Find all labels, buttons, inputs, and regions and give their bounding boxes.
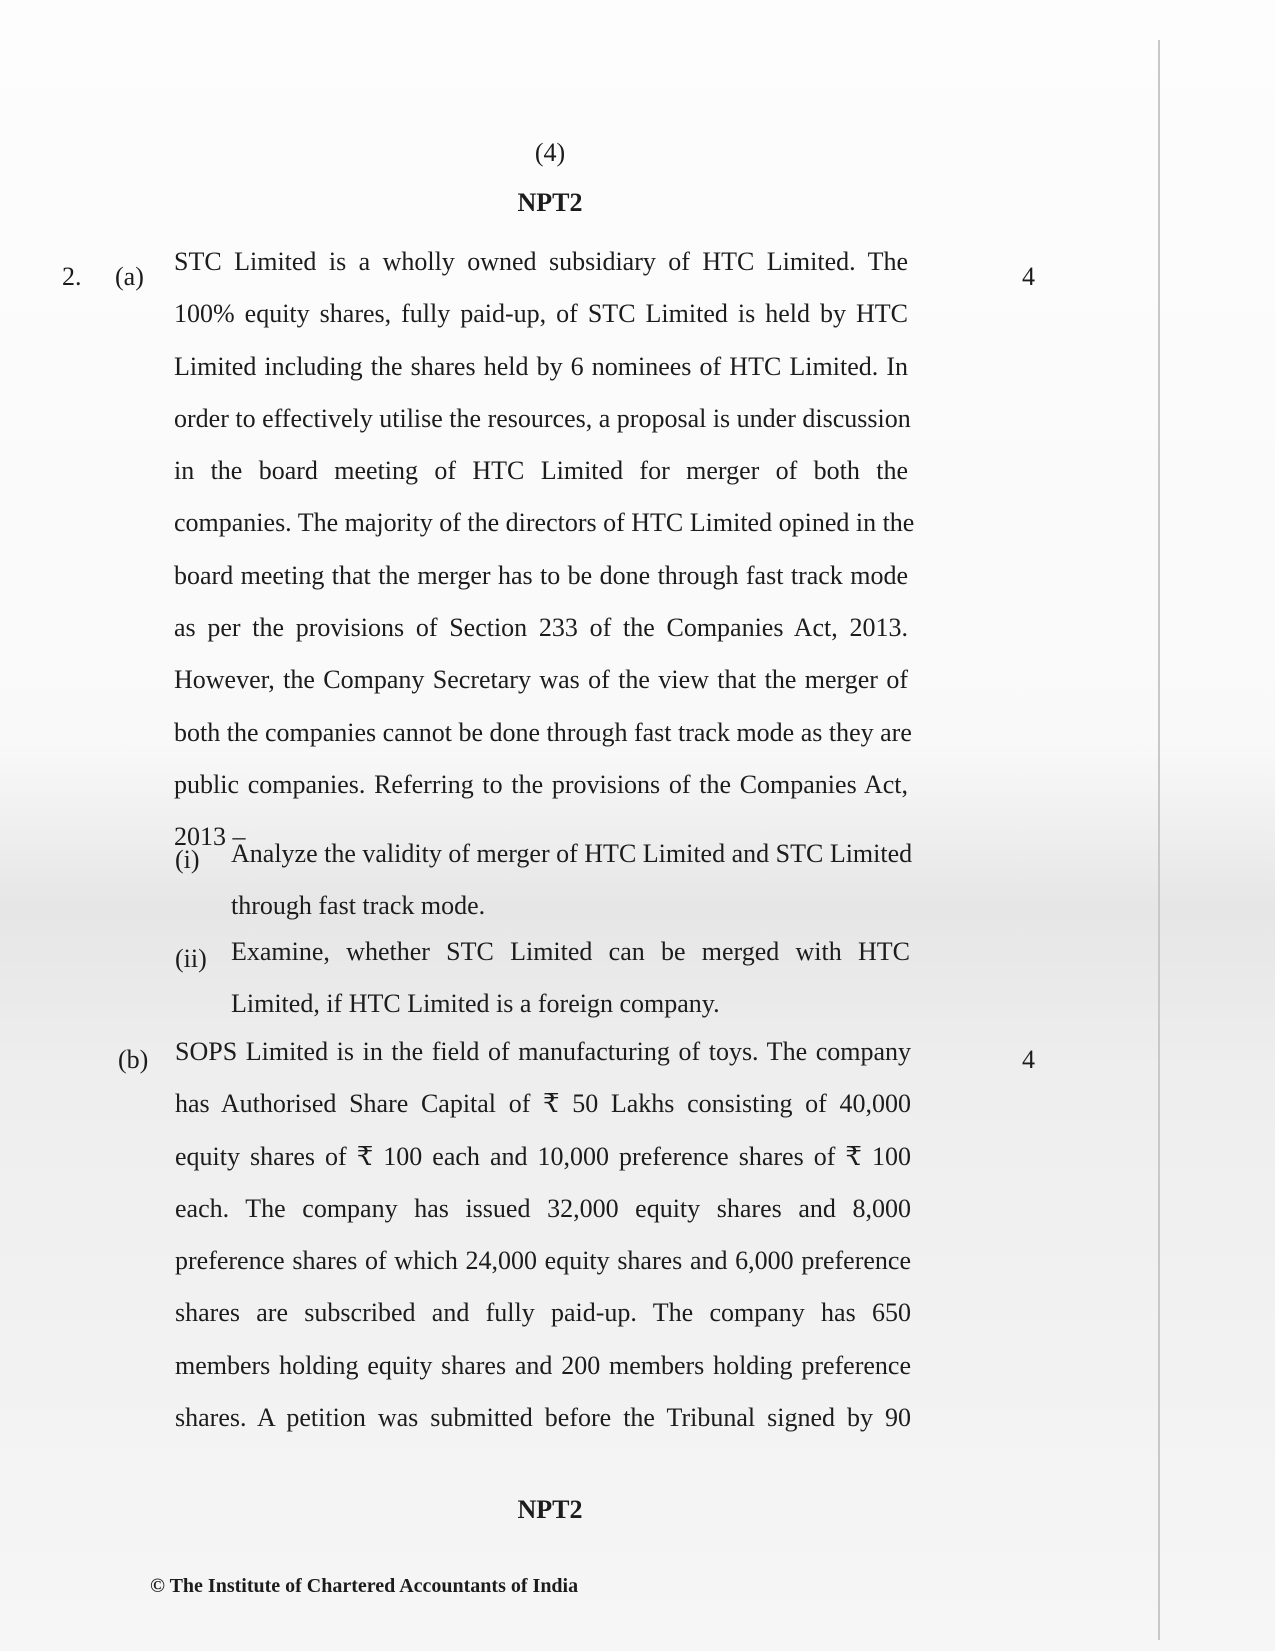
- part-a-line: 2013 –: [174, 822, 246, 852]
- part-a-line: as per the provisions of Section 233 of the Companies Act, 2013.: [174, 613, 908, 643]
- part-a-line: both the companies cannot be done through fast track mode as they are: [174, 717, 912, 747]
- subpart-ii-label: (ii): [175, 944, 207, 973]
- part-a-line: order to effectively utilise the resources, a proposal is under discussion: [174, 403, 911, 433]
- part-a-line: companies. The majority of the directors of HTC Limited opined in the: [174, 508, 915, 538]
- subpart-ii-line: Limited, if HTC Limited is a foreign company.: [231, 989, 720, 1019]
- subpart-i-text: [231, 828, 913, 933]
- subpart-ii-text: [231, 926, 910, 1031]
- part-a-line: Limited including the shares held by 6 nominees of HTC Limited. In: [174, 351, 908, 381]
- subpart-ii-line: Examine, whether STC Limited can be merged with HTC: [231, 937, 910, 966]
- header-paper-code: NPT2: [517, 188, 583, 217]
- part-b-line: members holding equity shares and 200 members holding preference: [175, 1350, 911, 1380]
- subpart-i-line: Analyze the validity of merger of HTC Limited and STC Limited: [231, 839, 913, 868]
- copyright-notice: © The Institute of Chartered Accountants of India: [150, 1575, 579, 1597]
- page-number: (4): [534, 138, 566, 167]
- part-b-line: equity shares of ₹ 100 each and 10,000 preference shares of ₹ 100: [175, 1141, 911, 1171]
- part-b-line: shares. A petition was submitted before the Tribunal signed by 90: [175, 1403, 911, 1433]
- part-a-text: [174, 236, 915, 864]
- part-b-line: each. The company has issued 32,000 equity shares and 8,000: [175, 1193, 911, 1223]
- part-a-line: public companies. Referring to the provisions of the Companies Act,: [174, 769, 908, 799]
- part-b-marks: 4: [1022, 1045, 1035, 1074]
- part-b-line: preference shares of which 24,000 equity shares and 6,000 preference: [175, 1246, 911, 1276]
- page-edge-shadow: [1158, 40, 1160, 1640]
- part-a-line: in the board meeting of HTC Limited for merger of both the: [174, 456, 908, 486]
- part-a-line: STC Limited is a wholly owned subsidiary of HTC Limited. The: [174, 247, 908, 276]
- part-a-line: 100% equity shares, fully paid-up, of STC Limited is held by HTC: [174, 299, 908, 329]
- part-b-line: shares are subscribed and fully paid-up. The company has 650: [175, 1298, 911, 1328]
- part-a-label: (a): [115, 262, 144, 291]
- part-a-marks: 4: [1022, 262, 1035, 291]
- part-b-label: (b): [118, 1045, 149, 1074]
- part-b-text: [175, 1026, 911, 1444]
- subpart-i-line: through fast track mode.: [231, 891, 486, 921]
- part-b-line: has Authorised Share Capital of ₹ 50 Lakhs consisting of 40,000: [175, 1089, 911, 1119]
- part-a-line: board meeting that the merger has to be done through fast track mode: [174, 560, 908, 590]
- footer-paper-code: NPT2: [517, 1495, 583, 1524]
- subpart-i-label: (i): [175, 845, 200, 874]
- question-number: 2.: [62, 262, 82, 291]
- part-a-line: However, the Company Secretary was of the view that the merger of: [174, 665, 908, 695]
- part-b-line: SOPS Limited is in the field of manufacturing of toys. The company: [175, 1037, 911, 1066]
